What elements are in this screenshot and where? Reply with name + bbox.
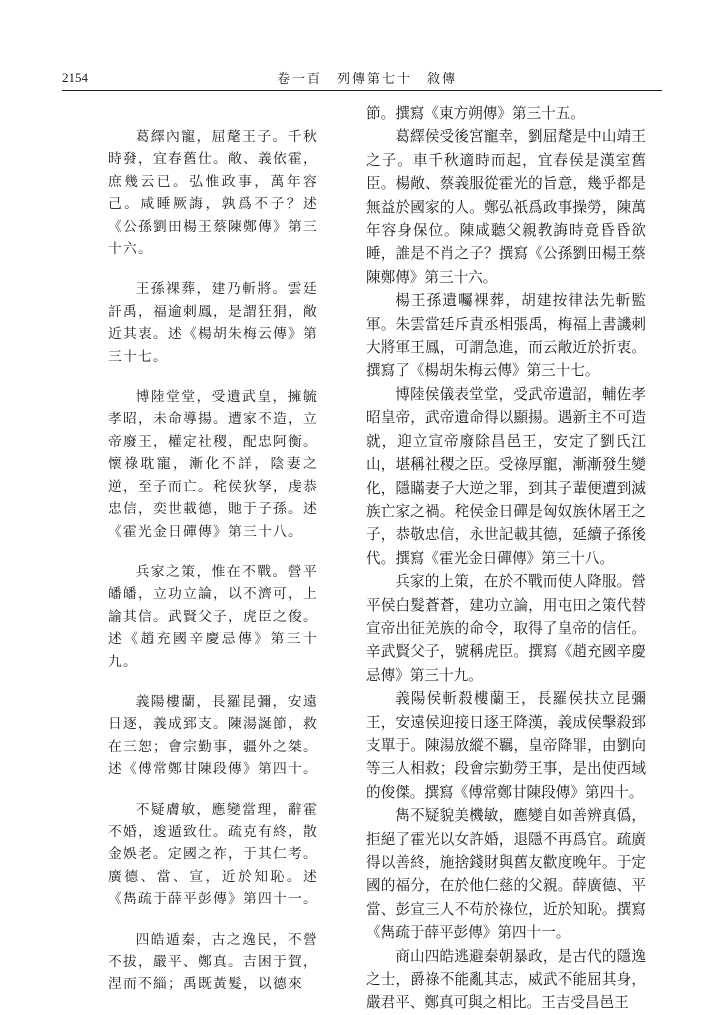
translation-paragraph: 兵家的上策，在於不戰而使人降服。營平侯白髮蒼蒼，建功立論，用屯田之策代替宣帝出征羌族的命令，取得了皇帝的信任。辛武賢父子，號稱虎臣。撰寫《趙充國辛慶忌傳》第三十九。 xyxy=(366,573,646,684)
translation-paragraph: 葛繹侯受後宮寵幸，劉屈氂是中山靖王之子。車千秋適時而起，宜春侯是漢室舊臣。楊敞、蔡義服從霍光的旨意，幾乎都是無益於國家的人。鄭弘祇爲政事操勞，陳萬年容身保位。陳咸聽父親教誨時竟昏昏欲睡，誰是不肖之子？撰寫《公孫劉田楊王蔡陳鄭傳》第三十六。 xyxy=(366,128,646,286)
translation-paragraph: 楊王孫遺囑裸葬，胡建按律法先斬監軍。朱雲當廷斥責丞相張禹，梅福上書譏刺大將軍王鳳，可謂急進，而云敞近於折衷。撰寫了《楊胡朱梅云傳》第三十七。 xyxy=(366,292,646,380)
classical-paragraph: 四皓遁秦，古之逸民，不營不拔，嚴平、鄭真。吉困于賀，涅而不緇；禹既黃髮，以德來 xyxy=(108,931,318,993)
classical-paragraph: 王孫裸葬，建乃斬將。雲廷訐禹，福逾刺鳳，是謂狂狷，敞近其衷。述《楊胡朱梅云傳》第三十七。 xyxy=(108,281,318,365)
classical-paragraph: 義陽樓蘭，長羅昆彌，安遠日逐，義成郅支。陳湯誕節，救在三恕；會宗勤事，疆外之桀。述《傅常鄭甘陳段傳》第四十。 xyxy=(108,693,318,778)
translation-paragraph: 博陸侯儀表堂堂，受武帝遺詔，輔佐孝昭皇帝，武帝遺命得以顯揚。遇新主不可造就，迎立宣帝廢除昌邑王，安定了劉氏江山，堪稱社稷之臣。受祿厚寵，漸漸發生變化，隱瞞妻子大逆之罪，到其子輩便遭到滅族亡家之禍。秺侯金日磾是匈奴族休屠王之子，恭敬忠信，永世記載其德，延續子孫後代。撰寫《霍光金日磾傳》第三十八。 xyxy=(366,385,646,567)
page-header xyxy=(62,66,662,91)
classical-paragraph: 兵家之策，惟在不戰。營平皤皤，立功立論，以不濟可，上諭其信。武賢父子，虎臣之俊。述《趙充國辛慶忌傳》第三十九。 xyxy=(108,563,318,670)
page-number: 2154 xyxy=(62,70,88,85)
classical-text-column xyxy=(108,126,318,1014)
translation-paragraph: 雋不疑貌美機敏，應變自如善辨真僞，拒絕了霍光以女許婚，退隱不再爲官。疏廣得以善終，施捨錢財與舊友歡度晚年。于定國的福分，在於他仁慈的父親。薛廣德、平當、彭宣三人不苟於祿位，近於知恥。撰寫《雋疏于薛平彭傳》第四十一。 xyxy=(366,807,646,942)
classical-paragraph: 不疑膚敏，應變當理，辭霍不婚，逡遁致仕。疏克有終，散金娛老。定國之祚，于其仁考。廣德、當、宣，近於知恥。述《雋疏于薛平彭傳》第四十一。 xyxy=(108,801,318,908)
translation-paragraph: 商山四皓逃避秦朝暴政，是古代的隱逸之士，爵祿不能亂其志，威武不能屈其身，嚴君平、鄭真可與之相比。王吉受昌邑王 xyxy=(366,947,646,1012)
running-head: 卷一百 列傳第七十 敘傳 xyxy=(277,72,458,87)
translation-paragraph: 節。撰寫《東方朔傳》第三十五。 xyxy=(366,105,585,122)
translation-column xyxy=(366,102,646,1015)
classical-paragraph: 葛繹內寵，屈氂王子。千秋時發，宜春舊仕。敞、義依霍，庶幾云已。弘惟政事，萬年容己。咸睡厥誨，孰爲不子？述《公孫劉田楊王蔡陳鄭傳》第三十六。 xyxy=(108,129,318,258)
translation-paragraph: 義陽侯斬殺樓蘭王，長羅侯扶立昆彌王，安遠侯迎接日逐王降漢，義成侯擊殺郅支單于。陳湯放縱不羈，皇帝降罪，由劉向等三人相救；段會宗勤勞王事，是出使西域的俊傑。撰寫《傅常鄭甘陳段傳》第四十。 xyxy=(366,690,646,801)
classical-paragraph: 博陸堂堂，受遺武皇，擁毓孝昭，未命導揚。遭家不造，立帝廢王，權定社稷，配忠阿衡。懷祿耽寵，漸化不詳，陰妻之逆，至子而亡。秺侯狄孥，虔恭忠信，奕世載德，貤于子孫。述《霍光金日磾傳》第三十八。 xyxy=(108,389,318,540)
